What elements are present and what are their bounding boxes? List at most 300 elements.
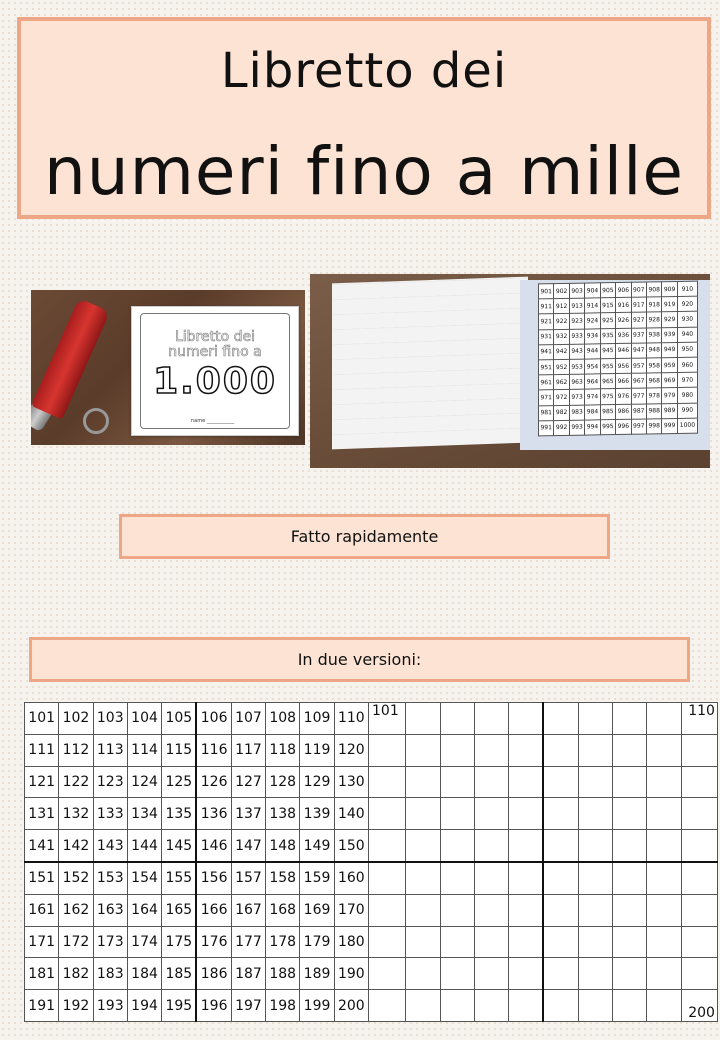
- number-cell: 191: [25, 990, 59, 1022]
- number-cell: 102: [59, 703, 93, 735]
- number-cell: 186: [196, 958, 231, 990]
- empty-cell: [474, 734, 508, 766]
- book-grid-cell: 975: [600, 389, 615, 404]
- book-grid-cell: 971: [539, 390, 554, 405]
- empty-cell: [509, 894, 544, 926]
- number-cell: 111: [25, 734, 59, 766]
- empty-grid-row-end-number: 110: [681, 703, 717, 735]
- book-grid-cell: 974: [585, 389, 600, 404]
- book-grid-cell: 919: [662, 297, 677, 312]
- empty-cell: [543, 926, 578, 958]
- number-cell: 143: [93, 830, 127, 862]
- book-grid-cell: 957: [631, 358, 646, 373]
- number-cell: 117: [231, 734, 265, 766]
- empty-cell: [578, 990, 612, 1022]
- number-cell: 158: [266, 862, 300, 894]
- empty-cell: [613, 990, 647, 1022]
- number-cell: 148: [266, 830, 300, 862]
- empty-cell: [543, 862, 578, 894]
- empty-cell: [474, 766, 508, 798]
- empty-cell: [543, 958, 578, 990]
- empty-cell: [369, 926, 406, 958]
- number-cell: 150: [334, 830, 368, 862]
- grid-row: [25, 926, 369, 958]
- empty-cell: [613, 766, 647, 798]
- label-versions: In due versioni:: [29, 637, 690, 682]
- number-cell: 128: [266, 766, 300, 798]
- book-grid-cell: 979: [662, 388, 677, 403]
- book-grid-cell: 998: [646, 418, 661, 433]
- number-cell: 168: [266, 894, 300, 926]
- book-grid-cell: 929: [662, 312, 677, 327]
- number-cell: 200: [334, 990, 368, 1022]
- number-cell: 165: [162, 894, 197, 926]
- number-cell: 141: [25, 830, 59, 862]
- empty-cell: [406, 862, 440, 894]
- empty-cell: [406, 958, 440, 990]
- number-cell: 136: [196, 798, 231, 830]
- number-cell: 195: [162, 990, 197, 1022]
- grid-row: [25, 990, 369, 1022]
- book-grid-cell: 949: [662, 342, 677, 357]
- number-cell: 137: [231, 798, 265, 830]
- number-cell: 126: [196, 766, 231, 798]
- book-grid-cell: 944: [585, 344, 600, 359]
- title-line-1: Libretto dei: [220, 43, 508, 99]
- empty-cell: [543, 734, 578, 766]
- book-grid-cell: 980: [677, 387, 697, 403]
- empty-cell: [681, 894, 717, 926]
- empty-cell: [613, 926, 647, 958]
- empty-cell: [681, 798, 717, 830]
- book-grid-cell: 906: [616, 282, 631, 297]
- empty-cell: [647, 766, 681, 798]
- number-cell: 159: [300, 862, 334, 894]
- book-grid-cell: 968: [646, 373, 661, 388]
- empty-cell: [578, 766, 612, 798]
- empty-cell: [440, 703, 474, 735]
- empty-cell: [681, 766, 717, 798]
- empty-cell: [406, 990, 440, 1022]
- book-grid-cell: 909: [662, 281, 677, 296]
- empty-grid-end-number: 200: [681, 990, 717, 1022]
- empty-cell: [440, 830, 474, 862]
- cover-name-line: name ___________: [191, 418, 235, 424]
- number-cell: 166: [196, 894, 231, 926]
- grid-row: [369, 958, 718, 990]
- number-cell: 133: [93, 798, 127, 830]
- book-grid-cell: 934: [585, 328, 600, 343]
- empty-cell: [474, 926, 508, 958]
- empty-cell: [474, 798, 508, 830]
- number-cell: 109: [300, 703, 334, 735]
- book-grid-cell: 955: [600, 358, 615, 373]
- number-cell: 131: [25, 798, 59, 830]
- book-grid-cell: 996: [616, 419, 631, 434]
- number-cell: 181: [25, 958, 59, 990]
- open-book: [332, 280, 704, 448]
- number-cell: 151: [25, 862, 59, 894]
- book-grid-cell: 902: [554, 283, 569, 298]
- book-grid-cell: 948: [646, 342, 661, 357]
- empty-cell: [578, 830, 612, 862]
- number-cell: 144: [127, 830, 161, 862]
- empty-cell: [440, 862, 474, 894]
- book-grid-cell: 921: [539, 314, 554, 329]
- number-cell: 153: [93, 862, 127, 894]
- empty-cell: [681, 830, 717, 862]
- number-cell: 162: [59, 894, 93, 926]
- book-grid-cell: 905: [600, 283, 615, 298]
- book-grid-cell: 977: [631, 388, 646, 403]
- number-cell: 138: [266, 798, 300, 830]
- book-grid-cell: 940: [677, 327, 697, 343]
- book-grid-cell: 964: [585, 374, 600, 389]
- number-cell: 172: [59, 926, 93, 958]
- book-number-grid: [538, 281, 698, 437]
- empty-cell: [509, 990, 544, 1022]
- book-grid-cell: 970: [677, 372, 697, 388]
- number-cell: 145: [162, 830, 197, 862]
- empty-cell: [440, 734, 474, 766]
- book-grid-cell: 912: [554, 299, 569, 314]
- number-cell: 190: [334, 958, 368, 990]
- empty-cell: [578, 894, 612, 926]
- book-grid-cell: 941: [539, 344, 554, 359]
- number-cell: 135: [162, 798, 197, 830]
- number-cell: 156: [196, 862, 231, 894]
- book-grid-cell: 904: [585, 283, 600, 298]
- book-grid-cell: 986: [616, 404, 631, 419]
- number-cell: 160: [334, 862, 368, 894]
- stapler-icon: [31, 298, 110, 420]
- book-grid-cell: 958: [646, 358, 661, 373]
- number-cell: 185: [162, 958, 197, 990]
- book-grid-cell: 952: [554, 359, 569, 374]
- grid-row: [25, 894, 369, 926]
- book-grid-cell: 908: [646, 282, 661, 297]
- empty-cell: [406, 734, 440, 766]
- grid-row: [369, 830, 718, 862]
- book-grid-cell: 950: [677, 342, 697, 358]
- label-quick: Fatto rapidamente: [119, 514, 610, 559]
- empty-cell: [647, 862, 681, 894]
- number-cell: 103: [93, 703, 127, 735]
- empty-cell: [369, 766, 406, 798]
- book-grid-cell: 924: [585, 313, 600, 328]
- number-cell: 161: [25, 894, 59, 926]
- number-cell: 180: [334, 926, 368, 958]
- empty-cell: [509, 766, 544, 798]
- grid-row: [369, 766, 718, 798]
- number-cell: 197: [231, 990, 265, 1022]
- book-grid-cell: 939: [662, 327, 677, 342]
- number-cell: 192: [59, 990, 93, 1022]
- book-grid-cell: 999: [662, 418, 677, 433]
- number-cell: 112: [59, 734, 93, 766]
- number-cell: 163: [93, 894, 127, 926]
- book-grid-cell: 981: [539, 405, 554, 420]
- empty-cell: [474, 958, 508, 990]
- grid-row: [25, 958, 369, 990]
- book-grid-cell: 988: [646, 403, 661, 418]
- empty-cell: [578, 926, 612, 958]
- number-cell: 130: [334, 766, 368, 798]
- empty-cell: [440, 958, 474, 990]
- number-cell: 122: [59, 766, 93, 798]
- number-cell: 110: [334, 703, 368, 735]
- booklet-cover-frame: [140, 313, 290, 429]
- empty-cell: [578, 958, 612, 990]
- book-grid-cell: 965: [600, 374, 615, 389]
- empty-cell: [509, 958, 544, 990]
- number-cell: 114: [127, 734, 161, 766]
- booklet-cover: [131, 306, 299, 436]
- book-grid-cell: 937: [631, 328, 646, 343]
- number-cell: 199: [300, 990, 334, 1022]
- book-left-page: [332, 277, 528, 450]
- grid-row: [539, 418, 698, 436]
- book-grid-cell: 935: [600, 328, 615, 343]
- book-grid-cell: 922: [554, 314, 569, 329]
- number-cell: 124: [127, 766, 161, 798]
- empty-cell: [440, 990, 474, 1022]
- grid-row: [369, 734, 718, 766]
- empty-cell: [369, 862, 406, 894]
- title-banner: [17, 17, 711, 219]
- number-cell: 176: [196, 926, 231, 958]
- book-grid-cell: 967: [631, 373, 646, 388]
- book-grid-cell: 917: [631, 297, 646, 312]
- empty-cell: [647, 894, 681, 926]
- number-cell: 119: [300, 734, 334, 766]
- book-grid-cell: 956: [616, 358, 631, 373]
- empty-cell: [509, 703, 544, 735]
- grid-row: [369, 926, 718, 958]
- empty-cell: [578, 734, 612, 766]
- number-cell: 107: [231, 703, 265, 735]
- number-cell: 182: [59, 958, 93, 990]
- empty-cell: [647, 830, 681, 862]
- empty-cell: [509, 926, 544, 958]
- book-grid-cell: 928: [646, 312, 661, 327]
- grid-row: [25, 862, 369, 894]
- empty-cell: [406, 926, 440, 958]
- book-grid-cell: 943: [569, 344, 584, 359]
- book-grid-cell: 969: [662, 373, 677, 388]
- empty-cell: [406, 703, 440, 735]
- book-grid-cell: 972: [554, 390, 569, 405]
- number-cell: 140: [334, 798, 368, 830]
- number-cell: 170: [334, 894, 368, 926]
- book-grid-cell: 927: [631, 312, 646, 327]
- book-grid-cell: 916: [616, 297, 631, 312]
- cover-title-line-1: Libretto dei: [174, 329, 256, 345]
- empty-cell: [474, 830, 508, 862]
- number-cell: 115: [162, 734, 197, 766]
- empty-cell: [543, 990, 578, 1022]
- book-grid-cell: 973: [569, 389, 584, 404]
- book-grid-cell: 984: [585, 404, 600, 419]
- empty-cell: [543, 766, 578, 798]
- number-cell: 105: [162, 703, 197, 735]
- book-grid-cell: 961: [539, 375, 554, 390]
- book-grid-cell: 963: [569, 374, 584, 389]
- number-cell: 164: [127, 894, 161, 926]
- empty-cell: [681, 926, 717, 958]
- empty-cell: [406, 766, 440, 798]
- book-grid-cell: 985: [600, 404, 615, 419]
- book-grid-cell: 987: [631, 404, 646, 419]
- empty-cell: [681, 958, 717, 990]
- number-cell: 184: [127, 958, 161, 990]
- grid-row: [369, 862, 718, 894]
- empty-cell: [681, 734, 717, 766]
- book-grid-cell: 923: [569, 313, 584, 328]
- book-grid-cell: 953: [569, 359, 584, 374]
- number-cell: 157: [231, 862, 265, 894]
- empty-cell: [440, 926, 474, 958]
- empty-cell: [578, 703, 612, 735]
- empty-grid-start-number: 101: [369, 703, 406, 735]
- empty-cell: [613, 798, 647, 830]
- book-grid-cell: 938: [646, 327, 661, 342]
- grid-row: [369, 798, 718, 830]
- empty-cell: [369, 734, 406, 766]
- book-grid-cell: 925: [600, 313, 615, 328]
- empty-cell: [578, 862, 612, 894]
- book-grid-cell: 993: [569, 420, 584, 435]
- book-grid-cell: 926: [616, 313, 631, 328]
- number-cell: 142: [59, 830, 93, 862]
- stapler-ring: [83, 408, 109, 434]
- grid-row: [25, 766, 369, 798]
- photo-open-booklet: [310, 274, 710, 468]
- empty-cell: [474, 990, 508, 1022]
- number-cell: 171: [25, 926, 59, 958]
- book-grid-cell: 982: [554, 405, 569, 420]
- empty-cell: [613, 734, 647, 766]
- book-grid-cell: 933: [569, 329, 584, 344]
- empty-cell: [613, 830, 647, 862]
- grid-row: [369, 990, 718, 1022]
- number-cell: 146: [196, 830, 231, 862]
- number-cell: 125: [162, 766, 197, 798]
- number-cell: 179: [300, 926, 334, 958]
- number-cell: 194: [127, 990, 161, 1022]
- book-grid-cell: 997: [631, 419, 646, 434]
- empty-cell: [647, 926, 681, 958]
- empty-cell: [543, 703, 578, 735]
- number-cell: 129: [300, 766, 334, 798]
- number-cell: 193: [93, 990, 127, 1022]
- empty-cell: [681, 862, 717, 894]
- empty-cell: [509, 862, 544, 894]
- number-cell: 116: [196, 734, 231, 766]
- book-grid-cell: 911: [539, 299, 554, 314]
- book-grid-cell: 962: [554, 374, 569, 389]
- number-cell: 154: [127, 862, 161, 894]
- book-grid-cell: 978: [646, 388, 661, 403]
- book-grid-cell: 992: [554, 420, 569, 435]
- book-grid-cell: 913: [569, 298, 584, 313]
- book-grid-cell: 918: [646, 297, 661, 312]
- empty-cell: [647, 798, 681, 830]
- empty-cell: [406, 798, 440, 830]
- number-cell: 178: [266, 926, 300, 958]
- empty-cell: [474, 894, 508, 926]
- number-cell: 177: [231, 926, 265, 958]
- empty-cell: [543, 894, 578, 926]
- book-grid-cell: 945: [600, 343, 615, 358]
- empty-cell: [543, 830, 578, 862]
- book-grid-cell: 1000: [677, 418, 697, 434]
- number-cell: 155: [162, 862, 197, 894]
- number-cell: 123: [93, 766, 127, 798]
- empty-cell: [369, 958, 406, 990]
- book-grid-cell: 966: [616, 373, 631, 388]
- empty-cell: [369, 894, 406, 926]
- book-grid-cell: 989: [662, 403, 677, 418]
- number-cell: 108: [266, 703, 300, 735]
- book-grid-cell: 920: [677, 296, 697, 312]
- number-cell: 120: [334, 734, 368, 766]
- book-grid-cell: 915: [600, 298, 615, 313]
- number-cell: 196: [196, 990, 231, 1022]
- empty-cell: [369, 990, 406, 1022]
- number-grid-empty: [368, 702, 718, 1022]
- empty-cell: [509, 734, 544, 766]
- book-grid-cell: 931: [539, 329, 554, 344]
- grid-row: [25, 830, 369, 862]
- number-cell: 134: [127, 798, 161, 830]
- empty-cell: [578, 798, 612, 830]
- empty-cell: [369, 830, 406, 862]
- title-line-2: numeri fino a mille: [43, 133, 685, 210]
- grid-row: [25, 798, 369, 830]
- book-grid-cell: 991: [539, 420, 554, 435]
- empty-cell: [613, 862, 647, 894]
- cover-title-line-2: numeri fino a: [168, 344, 262, 360]
- empty-cell: [440, 894, 474, 926]
- book-grid-cell: 936: [616, 328, 631, 343]
- empty-cell: [647, 703, 681, 735]
- number-cell: 173: [93, 926, 127, 958]
- book-grid-cell: 947: [631, 343, 646, 358]
- book-grid-cell: 959: [662, 357, 677, 372]
- book-grid-cell: 983: [569, 405, 584, 420]
- empty-cell: [474, 862, 508, 894]
- empty-cell: [647, 734, 681, 766]
- book-grid-cell: 930: [677, 311, 697, 327]
- number-cell: 106: [196, 703, 231, 735]
- grid-row: [25, 703, 369, 735]
- book-grid-cell: 951: [539, 360, 554, 375]
- book-grid-cell: 995: [600, 419, 615, 434]
- number-cell: 113: [93, 734, 127, 766]
- number-cell: 183: [93, 958, 127, 990]
- number-cell: 149: [300, 830, 334, 862]
- empty-cell: [406, 830, 440, 862]
- number-cell: 104: [127, 703, 161, 735]
- book-grid-cell: 990: [677, 403, 697, 419]
- number-cell: 188: [266, 958, 300, 990]
- book-grid-cell: 976: [616, 389, 631, 404]
- book-grid-cell: 946: [616, 343, 631, 358]
- empty-cell: [647, 958, 681, 990]
- empty-cell: [543, 798, 578, 830]
- number-cell: 152: [59, 862, 93, 894]
